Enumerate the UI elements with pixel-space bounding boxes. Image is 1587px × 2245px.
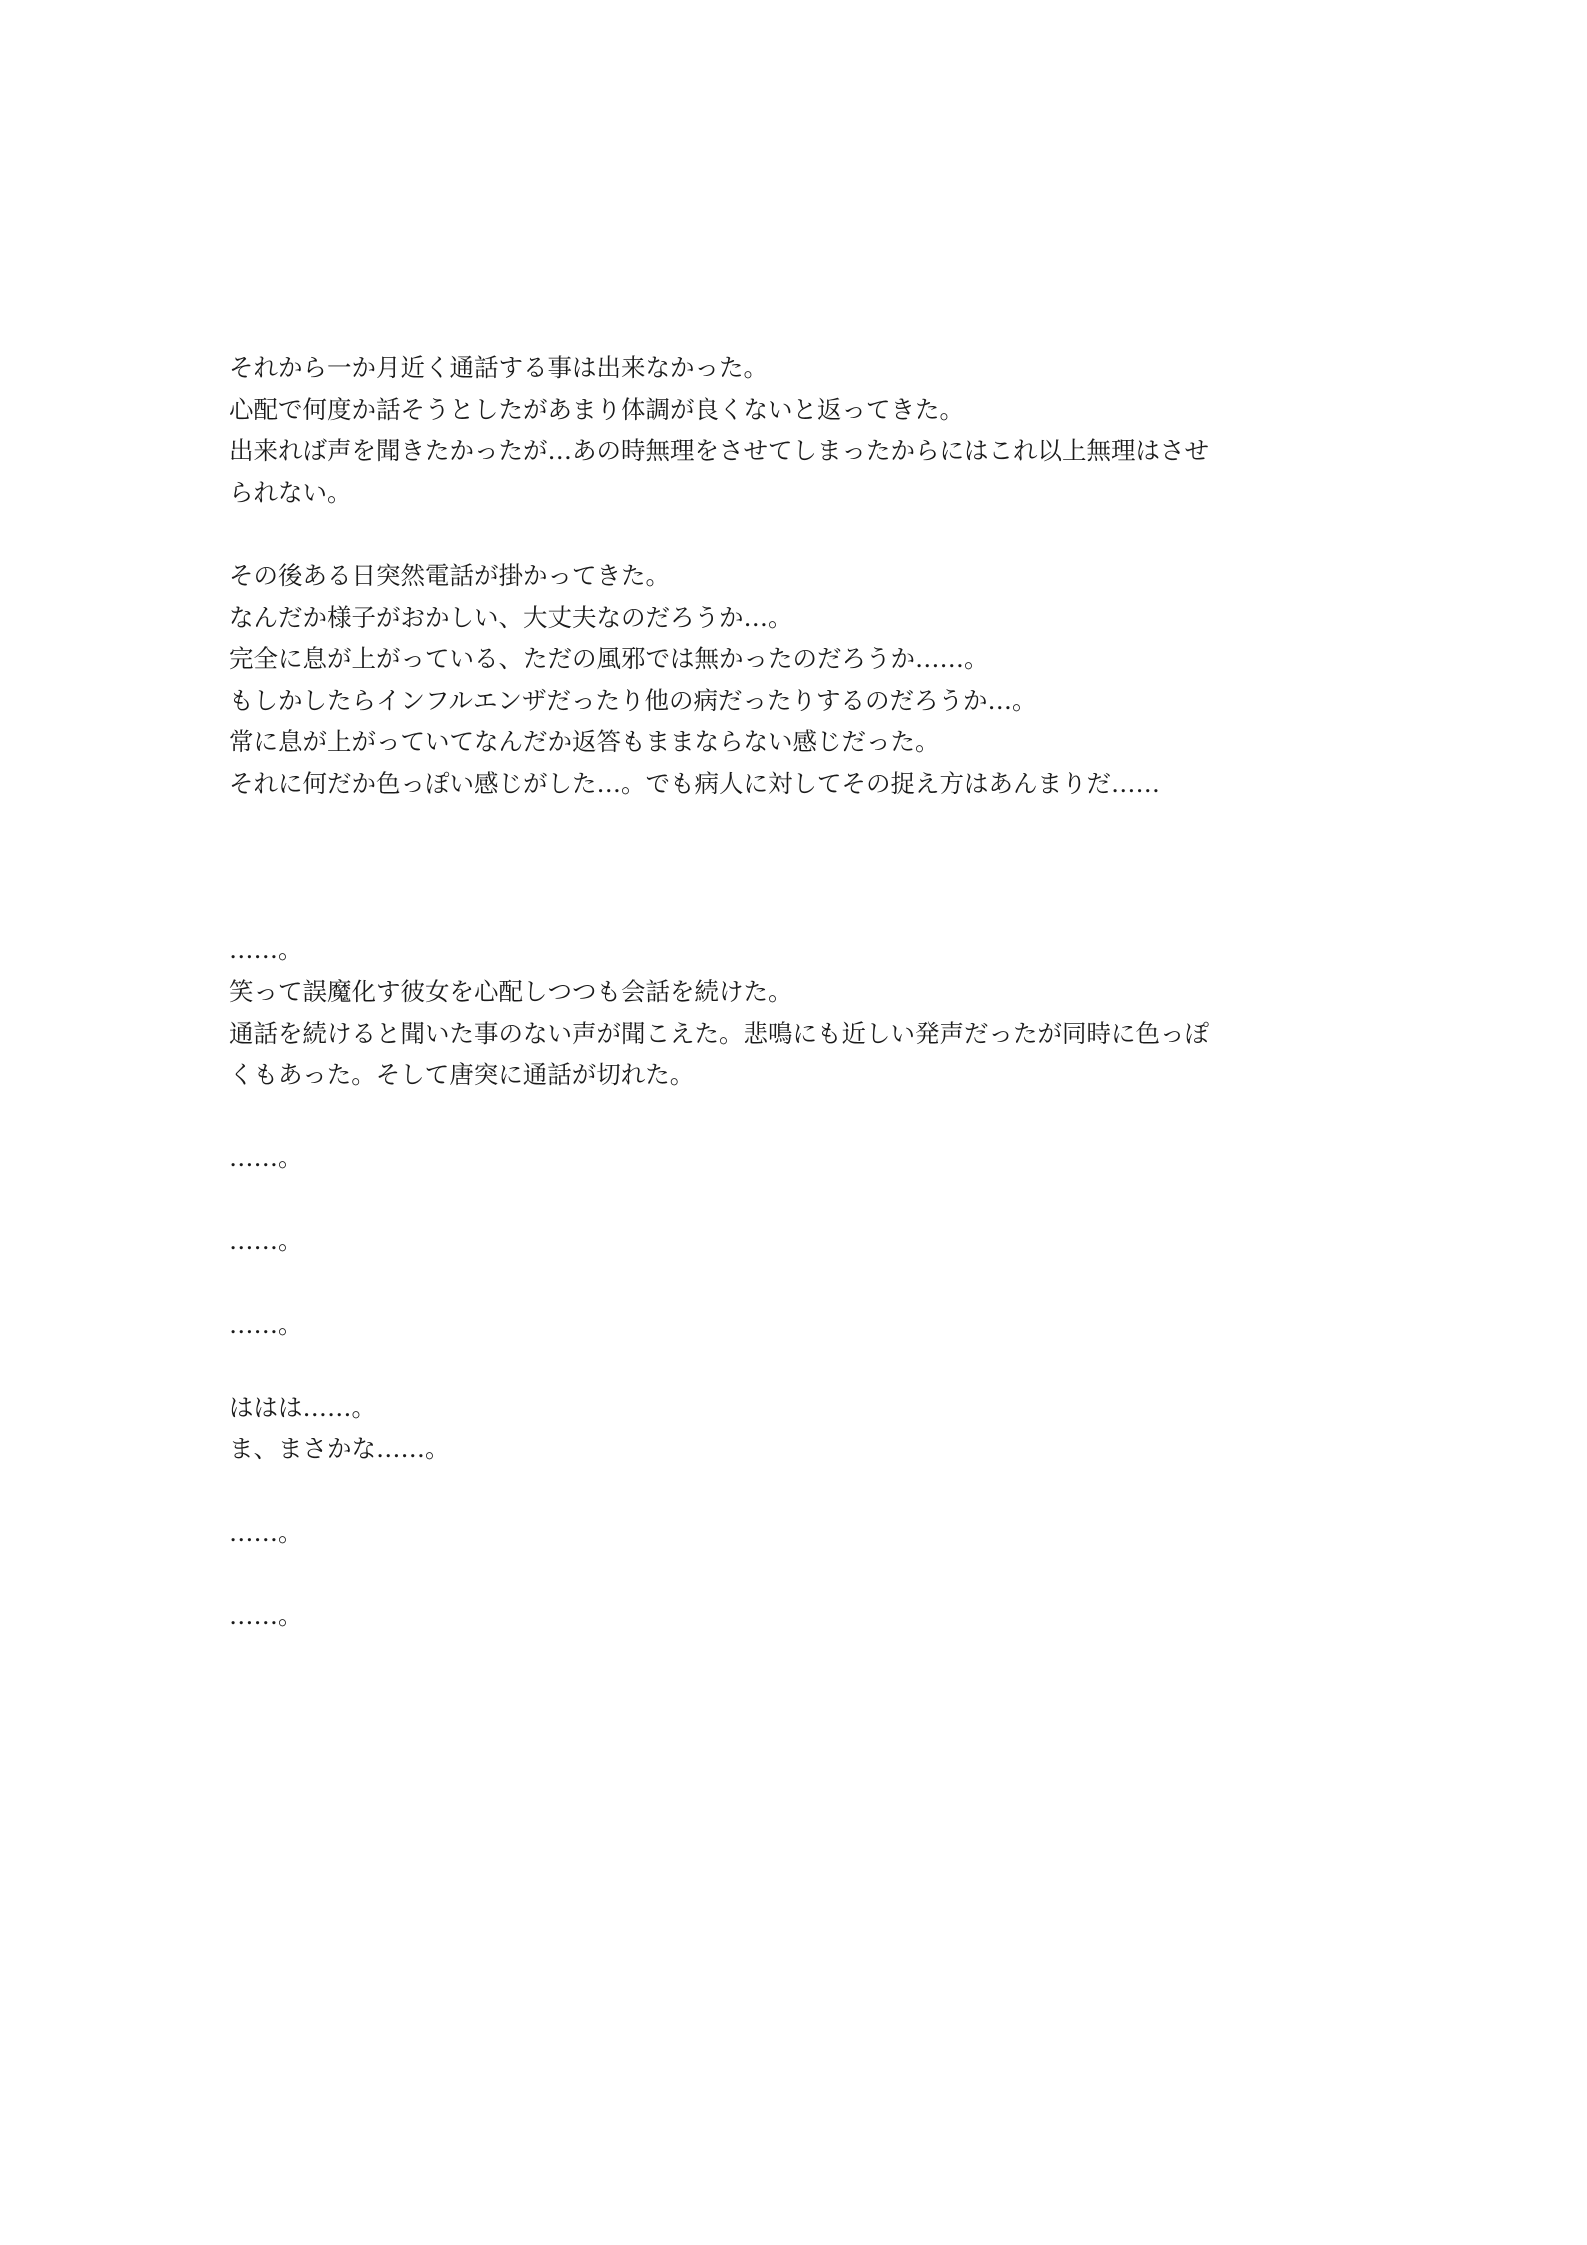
- text-line: ……。: [229, 1143, 303, 1173]
- text-line: ま、まさかな……。: [229, 1434, 450, 1464]
- paragraph-gap: [229, 1179, 1369, 1221]
- text-line: もしかしたらインフルエンザだったり他の病だったりするのだろうか…。: [229, 685, 1037, 715]
- paragraph-gap: [229, 1345, 1369, 1387]
- text-line: 常に息が上がっていてなんだか返答もままならない感じだった。: [229, 727, 940, 757]
- text-line: その後ある日突然電話が掛かってきた。: [229, 560, 670, 590]
- text-line: なんだか様子がおかしい、大丈夫なのだろうか…。: [229, 602, 793, 632]
- paragraph-gap: [229, 1553, 1369, 1595]
- text-line: ……。: [229, 1600, 303, 1630]
- text-line: 通話を続けると聞いた事のない声が聞こえた。悲鳴にも近しい発声だったが同時に色っぽ: [229, 1018, 1209, 1048]
- section-gap: [229, 805, 1369, 930]
- paragraph-gap: [229, 1096, 1369, 1138]
- text-line: ……。: [229, 1226, 303, 1256]
- paragraph-gap: [229, 1470, 1369, 1512]
- text-line: 笑って誤魔化す彼女を心配しつつも会話を続けた。: [229, 976, 793, 1006]
- text-line: それに何だか色っぽい感じがした…。でも病人に対してその捉え方はあんまりだ……: [229, 768, 1160, 798]
- paragraph-gap: [229, 513, 1369, 555]
- text-line: くもあった。そして唐突に通話が切れた。: [229, 1060, 695, 1090]
- text-line: 心配で何度か話そうとしたがあまり体調が良くないと返ってきた。: [229, 394, 964, 424]
- text-line: 出来れば声を聞きたかったが…あの時無理をさせてしまったからにはこれ以上無理はさせ: [229, 436, 1209, 466]
- body-text: [229, 347, 1369, 1636]
- text-line: ……。: [229, 1517, 303, 1547]
- paragraph-gap: [229, 1262, 1369, 1304]
- text-line: それから一か月近く通話する事は出来なかった。: [229, 353, 768, 382]
- text-line: 完全に息が上がっている、ただの風邪では無かったのだろうか……。: [229, 644, 989, 674]
- text-line: ははは……。: [229, 1392, 376, 1422]
- text-line: られない。: [229, 477, 352, 507]
- text-line: ……。: [229, 1309, 303, 1339]
- text-line: ……。: [229, 935, 303, 965]
